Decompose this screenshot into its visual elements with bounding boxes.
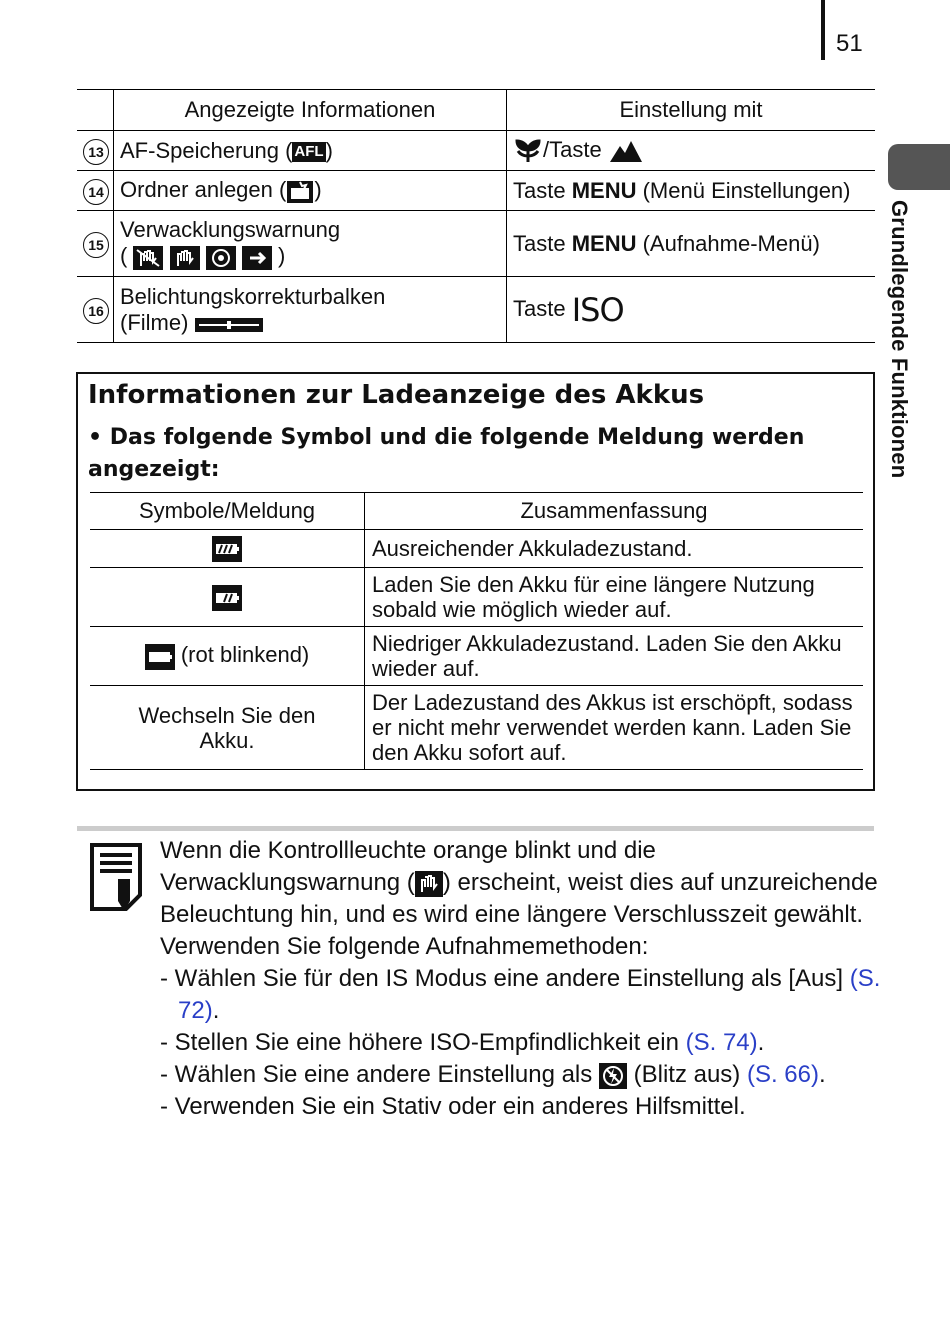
table-row: 15 Verwacklungswarnung ( ) Taste MENU (Aufnahme-Menü) [77,211,875,277]
number-badge: 14 [83,179,109,205]
battery-full-icon [212,536,242,562]
is-panning-icon [242,246,272,270]
is-continuous-icon [170,246,200,270]
header-summary: Zusammenfassung [365,493,864,530]
header-setting: Einstellung mit [507,90,876,131]
table-row: Ausreichender Akkuladezustand. [90,530,863,568]
landscape-icon [608,138,644,164]
page-link[interactable]: (S. 66) [746,1061,819,1088]
list-item: - Verwenden Sie ein Stativ oder ein anderes Hilfsmittel. [160,1093,746,1120]
note-text: Wenn die Kontrollleuchte orange blinkt und die Verwacklungswarnung ( ) erscheint, weist dies auf unzureichende Beleuchtung hin, und es wird eine längere Verschlusszeit gewählt. Verwenden Sie folgende Aufnahmemethoden: - Wählen Sie für den IS Modus eine andere Einstellung als [Aus] (S. 72). - Stellen Sie eine höhere ISO-Empfindlichkeit ein (S. 74). - Wählen Sie eine andere Einstellung als (Blitz aus) (S. 66). - Verwenden Sie ein Stativ oder ein anderes Hilfsmittel. [160,835,890,1123]
table-row: 13 AF-Speicherung ( AFL) /Taste [77,131,875,171]
list-item: - Stellen Sie eine höhere ISO-Empfindlichkeit ein (S. 74). [160,1029,765,1056]
number-badge: 15 [83,232,109,258]
table-row: Wechseln Sie den Akku. Der Ladezustand des Akkus ist erschöpft, sodass er nicht mehr verwendet werden kann. Laden Sie den Akku sofort auf. [90,686,863,770]
battery-half-icon [212,585,242,611]
number-badge: 16 [83,298,109,324]
box-subtitle: • Das folgende Symbol und die folgende Meldung werden angezeigt: [88,425,805,482]
battery-info-box [76,372,875,791]
is-shoot-only-icon [206,246,236,270]
number-badge: 13 [83,139,109,165]
header-info: Angezeigte Informationen [114,90,507,131]
battery-low-icon [145,644,175,670]
page-divider [821,0,825,60]
info-table [77,89,875,343]
table-row: (rot blinkend) Niedriger Akkuladezustand. Laden Sie den Akku wieder auf. [90,627,863,686]
header-symbol: Symbole/Meldung [90,493,365,530]
section-label: Grundlegende Funktionen [887,200,912,479]
shake-warning-icon [133,246,163,270]
table-row: Laden Sie den Akku für eine längere Nutzung sobald wie möglich wieder auf. [90,568,863,627]
list-item: - Wählen Sie für den IS Modus eine andere Einstellung als [Aus] (S. 72). [160,965,881,1024]
flash-off-icon [599,1063,627,1089]
page-link[interactable]: (S. 72) [178,965,881,1024]
note-icon [90,843,142,913]
list-item: - Wählen Sie eine andere Einstellung als (Blitz aus) (S. 66). [160,1061,826,1088]
note-divider [77,826,874,831]
afl-icon: AFL [294,142,324,160]
page-number: 51 [836,30,863,57]
battery-table [90,492,863,770]
table-row: 14 Ordner anlegen ( ) Taste MENU (Menü Einstellungen) [77,171,875,211]
table-row: 16 Belichtungskorrekturbalken (Filme) Taste ISO [77,277,875,343]
page-link[interactable]: (S. 74) [685,1029,758,1056]
exposure-bar-icon [195,315,263,333]
new-folder-icon [286,180,314,204]
iso-icon: ISO [571,291,624,330]
section-tab [888,144,950,190]
macro-icon [513,138,543,164]
shake-warning-icon [415,871,443,897]
box-title: Informationen zur Ladeanzeige des Akkus [88,380,705,410]
